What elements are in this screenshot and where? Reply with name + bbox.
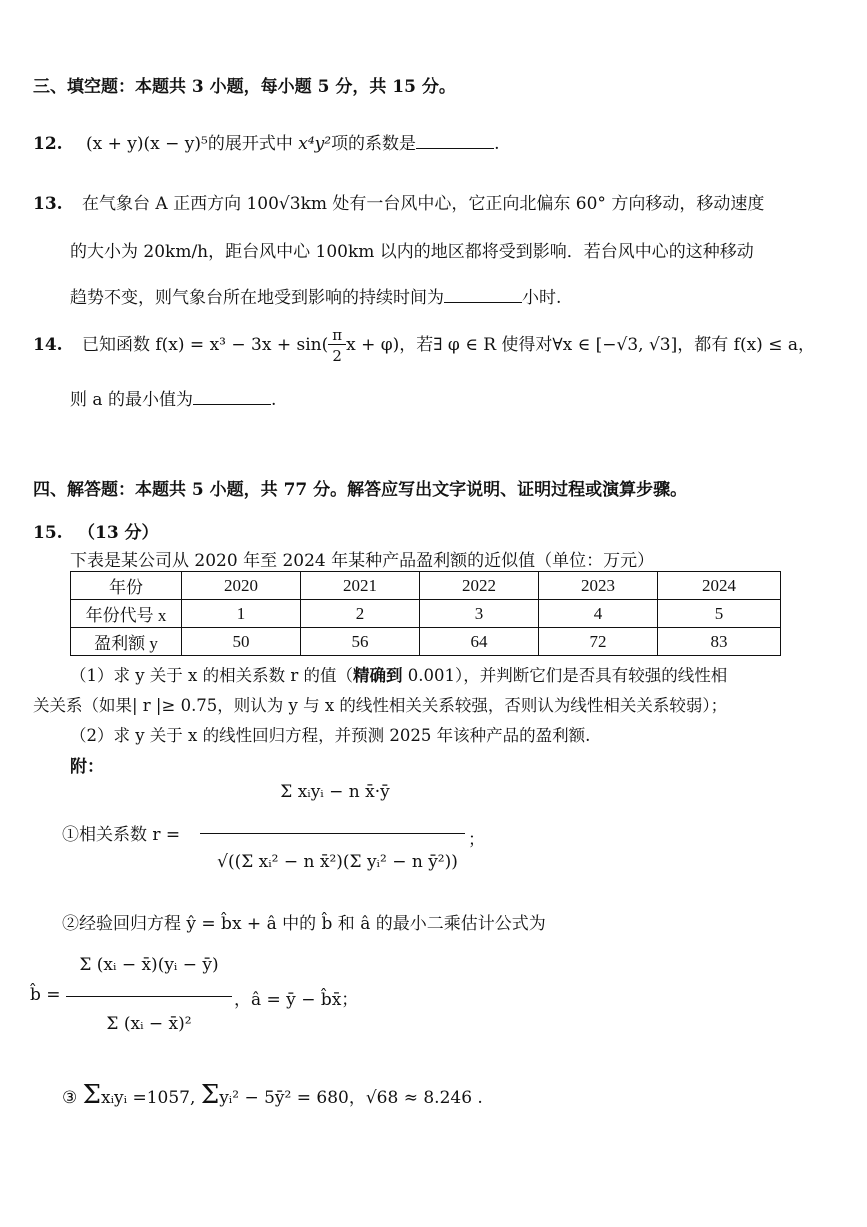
table-cell: 2 xyxy=(301,600,420,628)
q15-appendix: 附： xyxy=(70,757,104,777)
q12-tail: 项的系数是 xyxy=(331,134,417,154)
q14-line2-text: 则 a 的最小值为 xyxy=(70,390,193,410)
question-13 xyxy=(33,189,764,214)
q13-line3-text: 趋势不变，则气象台所在地受到影响的持续时间为 xyxy=(70,288,444,308)
formula-bhat-denominator: Σ (xᵢ − x̄)² xyxy=(106,1014,192,1034)
circled-three: ③ xyxy=(62,1088,78,1108)
table-cell: 72 xyxy=(539,628,658,656)
formula-correlation-denominator: √((Σ xᵢ² − n x̄²)(Σ yᵢ² − n ȳ²)) xyxy=(217,852,458,872)
table-row xyxy=(71,572,781,600)
table-cell: 2024 xyxy=(658,572,781,600)
sigma-icon: Σ xyxy=(200,1080,220,1110)
formula-bhat-left: b̂ = xyxy=(30,985,61,1005)
fraction-denominator: 2 xyxy=(328,344,346,365)
q13-line3 xyxy=(70,283,561,308)
q12-end: . xyxy=(494,134,500,154)
table-cell: 年份代号 x xyxy=(71,600,182,628)
table-cell: 1 xyxy=(182,600,301,628)
answer-blank xyxy=(444,284,522,303)
q14-line2 xyxy=(70,385,276,410)
formula-correlation-label: ①相关系数 r = xyxy=(62,825,181,845)
answer-blank xyxy=(416,130,494,149)
q14-line1: 已知函数 f(x) = x³ − 3x + sin( xyxy=(81,335,329,355)
question-number: 15. xyxy=(33,523,63,543)
q12-expression: (x + y)(x − y)⁵ xyxy=(85,134,208,154)
formula-given-values xyxy=(62,1080,483,1110)
formula-y2-sum: yᵢ² − 5ȳ² = 680，√68 ≈ 8.246 . xyxy=(219,1088,483,1108)
q13-line3-tail: 小时. xyxy=(522,288,562,308)
table-cell: 5 xyxy=(658,600,781,628)
table-row xyxy=(71,628,781,656)
pi-over-2-fraction xyxy=(328,326,346,365)
q13-line1: 在气象台 A 正西方向 100√3km 处有一台风中心，它正向北偏东 60° 方向移动，移动速度 xyxy=(81,194,765,214)
q15-part1 xyxy=(70,662,727,686)
sigma-icon: Σ xyxy=(82,1080,102,1110)
q15-part1-text: （1）求 y 关于 x 的相关系数 r 的值（ xyxy=(70,666,353,685)
question-14 xyxy=(33,326,815,365)
question-number: 13. xyxy=(33,194,63,214)
table-cell: 4 xyxy=(539,600,658,628)
fraction-bar xyxy=(200,833,465,834)
answer-blank xyxy=(193,386,271,405)
table-cell: 2023 xyxy=(539,572,658,600)
q13-line2: 的大小为 20km/h，距台风中心 100km 以内的地区都将受到影响．若台风中心的这种移动 xyxy=(70,242,754,262)
fraction-bar xyxy=(66,996,232,997)
formula-bhat-numerator: Σ (xᵢ − x̄)(yᵢ − ȳ) xyxy=(79,955,219,975)
table-cell: 3 xyxy=(420,600,539,628)
formula-regression-text: ②经验回归方程 ŷ = b̂x + â 中的 b̂ 和 â 的最小二乘估计公式为 xyxy=(62,914,546,934)
q15-part1-text-b: 0.001），并判断它们是否具有较强的线性相 xyxy=(402,666,728,685)
profit-table xyxy=(70,571,781,656)
section4-header: 四、解答题：本题共 5 小题，共 77 分。解答应写出文字说明、证明过程或演算步骤。 xyxy=(33,480,688,500)
q12-text: 的展开式中 xyxy=(207,134,293,154)
q15-score: （13 分） xyxy=(77,523,159,543)
question-12 xyxy=(33,129,499,154)
table-cell: 2021 xyxy=(301,572,420,600)
table-cell: 64 xyxy=(420,628,539,656)
question-number: 14. xyxy=(33,335,63,355)
formula-ahat: ，â = ȳ − b̂x̄； xyxy=(234,990,359,1010)
q14-line1b: x + φ)，若∃ φ ∈ R 使得对∀x ∈ [−√3, √3]，都有 f(x) ≤ a， xyxy=(346,335,815,355)
formula-correlation-end: ； xyxy=(468,830,485,850)
table-cell: 56 xyxy=(301,628,420,656)
q12-term: x⁴y² xyxy=(298,134,332,154)
q15-intro: 下表是某公司从 2020 年至 2024 年某种产品盈利额的近似值（单位：万元） xyxy=(70,551,655,571)
table-cell: 年份 xyxy=(71,572,182,600)
formula-correlation-numerator: Σ xᵢyᵢ − n x̄·ȳ xyxy=(280,782,390,802)
table-cell: 83 xyxy=(658,628,781,656)
formula-xy-sum: xᵢyᵢ =1057, xyxy=(101,1088,196,1108)
table-cell: 2022 xyxy=(420,572,539,600)
q15-part1-line2: 关关系（如果| r |≥ 0.75，则认为 y 与 x 的线性相关关系较强，否则认为线性相关关系较弱）； xyxy=(33,696,728,715)
fraction-numerator: π xyxy=(332,326,343,344)
section3-header: 三、填空题：本题共 3 小题，每小题 5 分，共 15 分。 xyxy=(33,77,456,97)
table-cell: 50 xyxy=(182,628,301,656)
table-row xyxy=(71,600,781,628)
table-cell: 盈利额 y xyxy=(71,628,182,656)
table-cell: 2020 xyxy=(182,572,301,600)
q15-part2: （2）求 y 关于 x 的线性回归方程，并预测 2025 年该种产品的盈利额. xyxy=(70,726,591,745)
q15-part1-bold: 精确到 xyxy=(352,666,403,685)
q14-line2-tail: . xyxy=(270,390,277,410)
question-number: 12. xyxy=(33,134,63,154)
question-15 xyxy=(33,518,159,543)
